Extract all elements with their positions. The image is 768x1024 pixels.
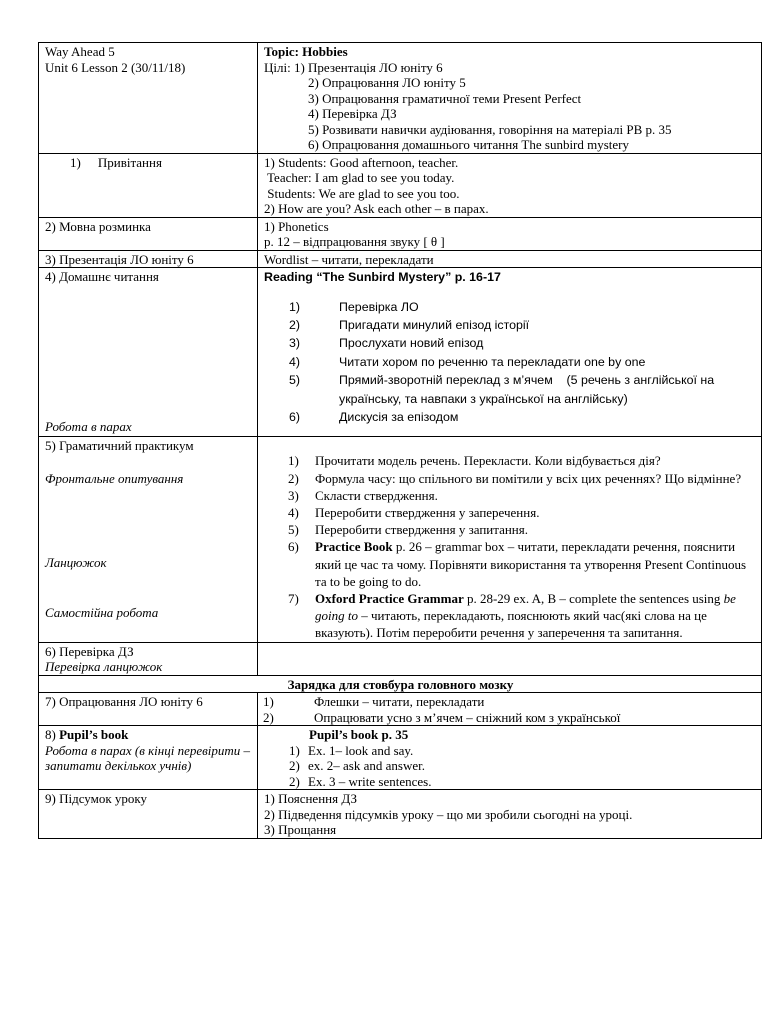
- unit6-row: [39, 693, 762, 726]
- list-item: 2) ex. 2– ask and answer.: [289, 758, 425, 774]
- list-item: 1) Перевірка ЛО: [289, 299, 419, 314]
- list-item: 2) Пригадати минулий епізод історії: [289, 317, 530, 332]
- goal-item: 3) Опрацювання граматичної теми Present Perfect: [308, 90, 582, 106]
- topic-cell: [258, 43, 762, 154]
- goal-item: 6) Опрацювання домашнього читання The sunbird mystery: [308, 137, 630, 152]
- list-item: 6) Practice Book p. 26 – grammar box – читати, перекладати речення, пояснити який це час та чому. Порівняти використання та утворення Present Continuous та to be going to do.: [288, 539, 747, 589]
- list-item: 6) Дискусія за епізодом: [289, 409, 459, 424]
- list-item: 2) Формула часу: що спільного ви помітили у всіх цих реченнях? Що відмінне?: [288, 470, 742, 486]
- greeting-number: 1): [70, 154, 81, 170]
- goal-item: 5) Розвивати навички аудіювання, говоріння на матеріалі РВ р. 35: [308, 121, 672, 137]
- goals-intro: Цілі: 1) Презентація ЛО юніту 6: [264, 59, 443, 75]
- reading-sub-label: Робота в парах: [45, 418, 132, 434]
- homework-row: [39, 642, 762, 675]
- pupils-book-content-cell: [258, 726, 762, 790]
- warmup-content-cell: [258, 217, 762, 250]
- grammar-chain: Ланцюжок: [45, 555, 107, 571]
- summary-row: [39, 790, 762, 839]
- summary-line: 3) Прощання: [264, 822, 337, 838]
- reading-row: [39, 268, 762, 437]
- reading-label-cell: [39, 268, 258, 437]
- homework-content: [258, 642, 762, 675]
- list-item: 4) Переробити ствердження у заперечення.: [288, 504, 540, 520]
- list-item: 2) Ex. 3 – write sentences.: [289, 773, 432, 789]
- pupils-book-label-cell: [39, 726, 258, 790]
- presentation-label: 3) Презентація ЛО юніту 6: [39, 250, 258, 268]
- lesson-plan-table: [38, 42, 762, 839]
- unit6-list: [258, 694, 756, 725]
- list-item: 2) Опрацювати усно з м’ячем – сніжний ком з української: [263, 709, 621, 725]
- unit6-content-cell: [258, 693, 762, 726]
- lesson-info: Unit 6 Lesson 2 (30/11/18): [45, 59, 186, 75]
- greeting-line: 1) Students: Good afternoon, teacher.: [264, 154, 459, 170]
- goal-item: 4) Перевірка ДЗ: [308, 106, 397, 121]
- presentation-row: [39, 250, 762, 268]
- greeting-line: 2) How are you? Ask each other – в парах.: [264, 201, 489, 216]
- goal-item: 2) Опрацювання ЛО юніту 5: [308, 75, 466, 90]
- pupils-book-label: Pupil’s book: [59, 727, 129, 743]
- grammar-row: [39, 437, 762, 642]
- grammar-content-cell: [258, 437, 762, 642]
- list-item: 1) Флешки – читати, перекладати: [263, 694, 485, 710]
- list-item: 1) Прочитати модель речень. Перекласти. Коли відбувається дія?: [288, 453, 661, 469]
- homework-label-cell: [39, 642, 258, 675]
- summary-label: 9) Підсумок уроку: [39, 790, 258, 839]
- summary-line: 2) Підведення підсумків уроку – що ми зробили сьогодні на уроці.: [264, 806, 633, 822]
- greeting-line: Students: We are glad to see you too.: [264, 185, 460, 201]
- list-item: 1) Ex. 1– look and say.: [289, 742, 414, 758]
- pupils-book-number: 8): [45, 727, 60, 743]
- reading-label: 4) Домашнє читання: [45, 269, 159, 284]
- course-name: Way Ahead 5: [45, 44, 115, 59]
- grammar-frontal: Фронтальне опитування: [45, 471, 184, 487]
- warmup-line: р. 12 – відпрацювання звуку [ θ ]: [264, 234, 445, 249]
- homework-sub-label: Перевірка ланцюжок: [45, 659, 163, 675]
- brain-break-row: [39, 675, 762, 693]
- oxford-grammar-ref: Oxford Practice Grammar: [315, 590, 464, 606]
- brain-break-title: Зарядка для стовбура головного мозку: [39, 675, 762, 693]
- reading-content-cell: [258, 268, 762, 437]
- reading-title: Reading “The Sunbird Mystery” p. 16-17: [264, 270, 501, 284]
- warmup-line: 1) Phonetics: [264, 218, 329, 234]
- lesson-plan: [38, 42, 762, 839]
- summary-content-cell: [258, 790, 762, 839]
- pupils-book-title: Pupil’s book p. 35: [309, 727, 409, 743]
- pupils-book-row: [39, 726, 762, 790]
- greeting-row: [39, 153, 762, 217]
- greeting-line: Teacher: I am glad to see you today.: [264, 170, 455, 185]
- list-item: 3) Скласти ствердження.: [288, 487, 438, 503]
- pupils-book-sub-label: Робота в парах (в кінці перевірити – запитати декількох учнів): [45, 742, 251, 774]
- list-item: 5) Прямий-зворотній переклад з м’ячем (5 речень з англійської на українську, та навпаки з української на англійську): [289, 373, 718, 406]
- homework-label: 6) Перевірка ДЗ: [45, 643, 134, 659]
- practice-book-ref: Practice Book: [315, 539, 393, 555]
- presentation-text: Wordlist – читати, перекладати: [258, 250, 762, 268]
- pupils-book-list: [264, 743, 756, 790]
- greeting-content-cell: [258, 153, 762, 217]
- grammar-label: 5) Граматичний практикум: [45, 438, 194, 454]
- summary-line: 1) Пояснення ДЗ: [264, 791, 358, 807]
- reading-list: [264, 298, 756, 427]
- warmup-label: 2) Мовна розминка: [39, 217, 258, 250]
- greeting-label-cell: [39, 153, 258, 217]
- list-item: 3) Прослухати новий епізод: [289, 336, 484, 351]
- grammar-label-cell: [39, 437, 258, 642]
- course-info-cell: [39, 43, 258, 154]
- list-item: 4) Читати хором по реченню та перекладати one by one: [289, 354, 646, 369]
- unit6-label: 7) Опрацювання ЛО юніту 6: [39, 693, 258, 726]
- warmup-row: [39, 217, 762, 250]
- header-row: [39, 43, 762, 154]
- grammar-independent: Самостійна робота: [45, 605, 159, 621]
- grammar-list: [264, 452, 756, 641]
- topic-title: Topic: Hobbies: [264, 44, 348, 59]
- list-item: 7) Oxford Practice Grammar p. 28-29 ex. A, B – complete the sentences using be going to – читають, перекладають, пояснюють який час(які слова на це вказують). Потім переробити речення у заперечення та запитання.: [288, 590, 736, 641]
- greeting-label: Привітання: [97, 154, 162, 170]
- list-item: 5) Переробити ствердження у запитання.: [288, 522, 528, 538]
